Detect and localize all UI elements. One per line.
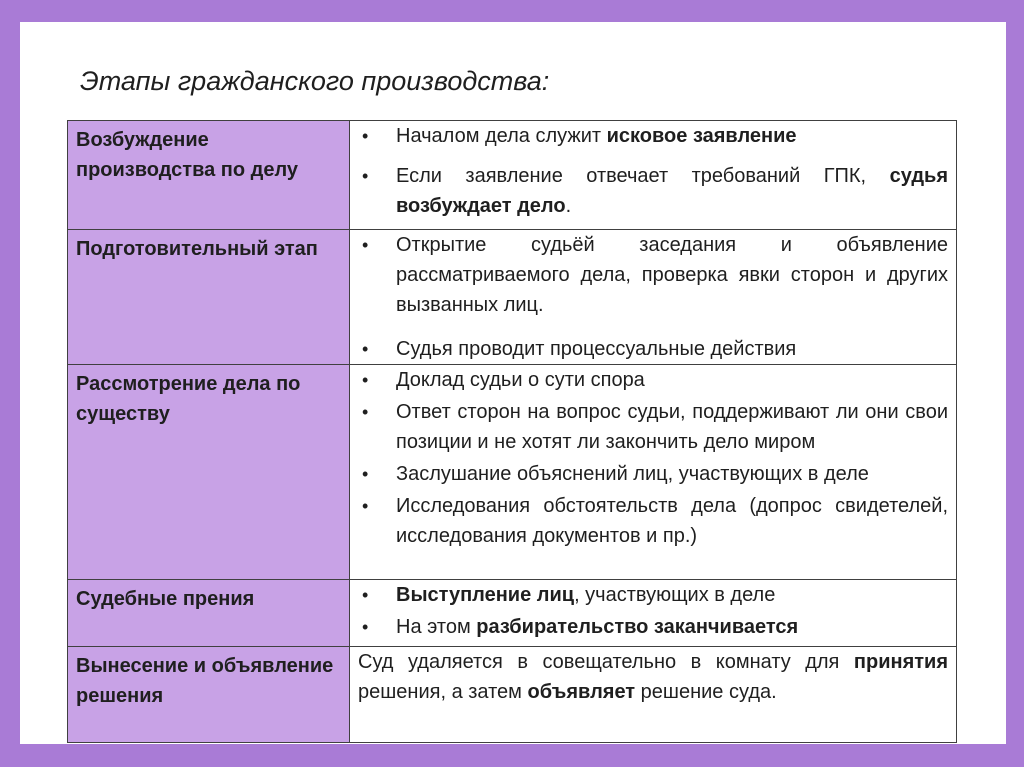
table-row [68, 365, 957, 580]
list-item: • Выступление лиц, участвующих в деле [358, 580, 948, 610]
slide [20, 22, 1006, 744]
page-title: Этапы гражданского производства: [80, 66, 550, 96]
list-item: • На этом разбирательство заканчивается [358, 612, 948, 642]
table-row [68, 647, 957, 743]
stage-name: Возбуждение производства по делу [68, 121, 350, 230]
stage-body [350, 647, 957, 743]
table-row [68, 121, 957, 230]
stage-items [358, 121, 948, 221]
stage-items [358, 580, 948, 642]
list-item: • Доклад судьи о сути спора [358, 365, 948, 395]
stage-name: Подготовительный этап [68, 230, 350, 365]
stage-items [358, 230, 948, 364]
stage-paragraph: Суд удаляется в совещательно в комнату для принятия решения, а затем объявляет решение суда. [358, 651, 948, 703]
stage-body [350, 230, 957, 365]
table-row [68, 580, 957, 647]
list-item: • Если заявление отвечает требований ГПК, судья возбуждает дело. [358, 161, 948, 221]
list-item: • Началом дела служит исковое заявление [358, 121, 948, 151]
stage-body [350, 365, 957, 580]
table-row [68, 230, 957, 365]
stages-table [67, 120, 957, 743]
list-item: • Ответ сторон на вопрос судьи, поддерживают ли они свои позиции и не хотят ли закончить дело миром [358, 397, 948, 457]
list-item: • Исследования обстоятельств дела (допрос свидетелей, исследования документов и пр.) [358, 491, 948, 551]
stage-body [350, 121, 957, 230]
list-item: • Открытие судьёй заседания и объявление рассматриваемого дела, проверка явки сторон и других вызванных лиц. [358, 230, 948, 320]
stage-name: Вынесение и объявление решения [68, 647, 350, 743]
list-item: • Заслушание объяснений лиц, участвующих в деле [358, 459, 948, 489]
stage-name: Судебные прения [68, 580, 350, 647]
stage-body [350, 580, 957, 647]
stage-name: Рассмотрение дела по существу [68, 365, 350, 580]
list-item: • Судья проводит процессуальные действия [358, 334, 948, 364]
stage-items [358, 365, 948, 551]
